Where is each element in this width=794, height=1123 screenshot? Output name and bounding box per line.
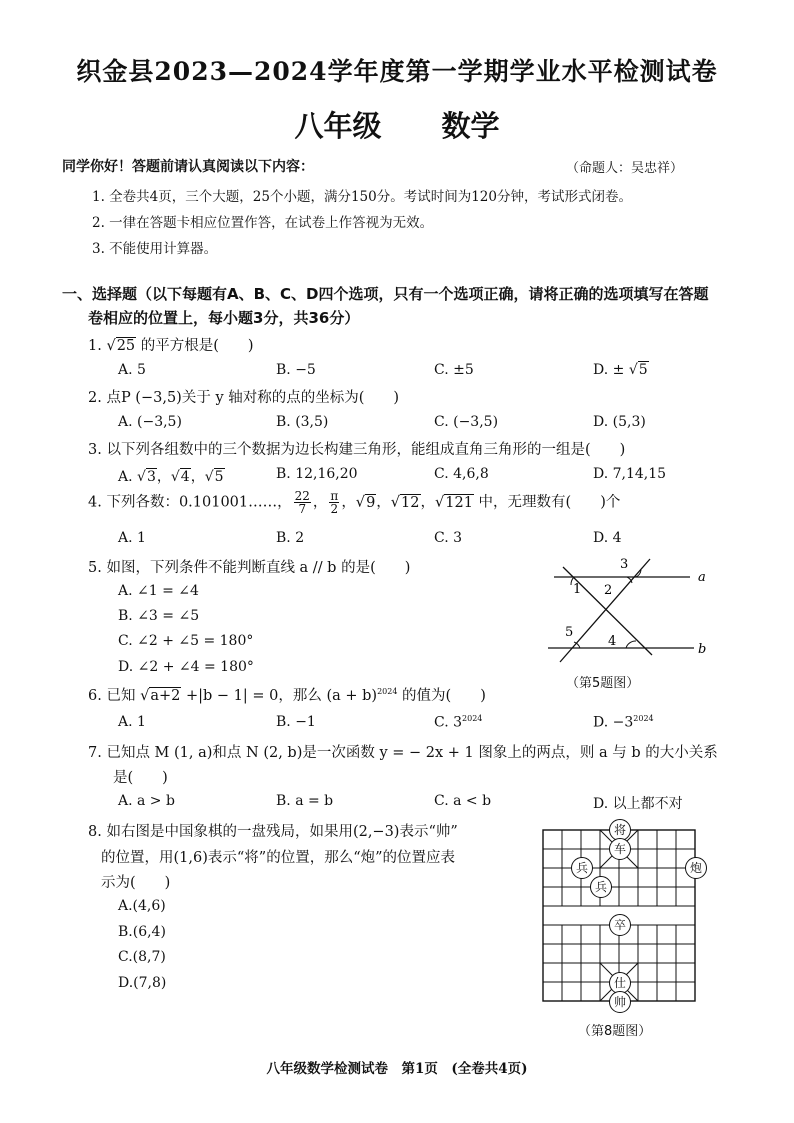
piece-shuai: 帅 xyxy=(609,991,631,1013)
question-1: 1. √25 的平方根是( ) xyxy=(88,338,254,354)
q4-option-c: C. 3 xyxy=(434,530,463,546)
q7-option-a: A. a > b xyxy=(118,793,175,809)
notice-heading: 同学你好！答题前请认真阅读以下内容： xyxy=(62,159,314,175)
transversal-2 xyxy=(560,559,650,662)
q8-option-b: B.(6,4) xyxy=(118,924,166,940)
author-note: （命题人：吴忠祥） xyxy=(566,161,684,176)
piece-zu: 卒 xyxy=(609,914,631,936)
q2-option-c: C. (−3,5) xyxy=(434,414,499,430)
exam-title: 织金县2023—2024学年度第一学期学业水平检测试卷 xyxy=(76,57,718,86)
angle-2-label: 2 xyxy=(604,583,613,598)
piece-shi: 仕 xyxy=(609,972,631,994)
q7-option-b: B. a = b xyxy=(276,793,334,809)
q2-option-d: D. (5,3) xyxy=(593,414,646,430)
q3-option-c: C. 4,6,8 xyxy=(434,466,489,482)
piece-pao: 炮 xyxy=(685,857,707,879)
q5-option-b: B. ∠3 = ∠5 xyxy=(118,608,200,624)
angle-4-label: 4 xyxy=(608,634,617,649)
q8-option-d: D.(7,8) xyxy=(118,975,167,991)
q1-option-a: A. 5 xyxy=(118,362,146,378)
angle-1-label: 1 xyxy=(573,582,582,597)
q5-caption: （第5题图） xyxy=(566,676,640,691)
q1-option-c: C. ±5 xyxy=(434,362,474,378)
q4-option-b: B. 2 xyxy=(276,530,305,546)
q8-option-c: C.(8,7) xyxy=(118,949,166,965)
piece-jiang: 将 xyxy=(609,819,631,841)
q5-option-d: D. ∠2 + ∠4 = 180° xyxy=(118,659,254,675)
question-8: 8. 如右图是中国象棋的一盘残局，如果用(2,−3)表示“帅” xyxy=(88,824,458,840)
page-footer: 八年级数学检测试卷 第1页 (全卷共4页) xyxy=(266,1061,528,1077)
section-1-heading: 一、选择题（以下每题有A、B、C、D四个选项，只有一个选项正确，请将正确的选项填写在答题 xyxy=(62,285,709,303)
question-2: 2. 点P (−3,5)关于 y 轴对称的点的坐标为( ) xyxy=(88,390,400,406)
line-a-label: a xyxy=(698,570,706,585)
q8-option-a: A.(4,6) xyxy=(118,898,166,914)
q5-figure xyxy=(540,552,720,672)
line-b-label: b xyxy=(698,642,707,657)
piece-bing: 兵 xyxy=(571,857,593,879)
question-3: 3. 以下列各组数中的三个数据为边长构建三角形，能组成直角三角形的一组是( ) xyxy=(88,442,626,458)
grade-label: 八年级 xyxy=(294,109,382,143)
question-6: 6. 已知 √a+2 +|b − 1| = 0，那么 $(a + b)^{2024}$ 的值为( ) xyxy=(88,687,486,704)
q5-option-a: A. ∠1 = ∠4 xyxy=(118,583,199,599)
q6-option-c: C. $3^{2024}$ xyxy=(434,714,483,731)
q1-option-d: D. ± √5 xyxy=(593,362,648,378)
q1-option-b: B. −5 xyxy=(276,362,316,378)
piece-bing-2: 兵 xyxy=(590,876,612,898)
q3-option-d: D. 7,14,15 xyxy=(593,466,667,482)
q6-option-a: A. 1 xyxy=(118,714,146,730)
question-5: 5. 如图，下列条件不能判断直线 a // b 的是( ) xyxy=(88,560,411,576)
angle-3-label: 3 xyxy=(620,557,629,572)
q5-option-c: C. ∠2 + ∠5 = 180° xyxy=(118,633,254,649)
angle-5-label: 5 xyxy=(565,625,574,640)
q6-option-b: B. −1 xyxy=(276,714,316,730)
q7-option-d: D. 以上都不对 xyxy=(593,796,683,812)
q2-option-b: B. (3,5) xyxy=(276,414,329,430)
q3-option-b: B. 12,16,20 xyxy=(276,466,358,482)
question-8-cont-2: 示为( ) xyxy=(101,875,171,891)
q3-option-a: A. √3，√4，√5 xyxy=(118,469,224,485)
section-1-heading-cont: 卷相应的位置上，每小题3分，共36分） xyxy=(88,309,360,327)
q6-option-d: D. $-3^{2024}$ xyxy=(593,714,654,731)
rule-1: 1. 全卷共4页，三个大题，25个小题，满分150分。考试时间为120分钟，考试形式闭卷。 xyxy=(92,189,632,205)
q7-option-c: C. a < b xyxy=(434,793,492,809)
q2-option-a: A. (−3,5) xyxy=(118,414,182,430)
question-7: 7. 已知点 M (1, a)和点 N (2, b)是一次函数 y = − 2x + 1 图象上的两点，则 a 与 b 的大小关系 xyxy=(88,745,718,761)
piece-che: 车 xyxy=(609,838,631,860)
q8-chessboard xyxy=(537,823,702,1009)
question-8-cont-1: 的位置，用(1,6)表示“将”的位置，那么“炮”的位置应表 xyxy=(101,850,456,866)
q8-caption: （第8题图） xyxy=(578,1024,652,1039)
question-4: 4. 下列各数：0.101001……， $\frac{22}{7}$ ， $\frac{\pi}{2}$ ，√9，√12，√121 中，无理数有( )个 xyxy=(88,489,621,516)
q4-option-a: A. 1 xyxy=(118,530,146,546)
rule-3: 3. 不能使用计算器。 xyxy=(92,241,218,257)
grade-subject xyxy=(0,104,794,145)
question-7-cont: 是( ) xyxy=(113,770,168,786)
q4-option-d: D. 4 xyxy=(593,530,622,546)
rule-2: 2. 一律在答题卡相应位置作答，在试卷上作答视为无效。 xyxy=(92,215,434,231)
subject-label: 数学 xyxy=(441,109,500,143)
